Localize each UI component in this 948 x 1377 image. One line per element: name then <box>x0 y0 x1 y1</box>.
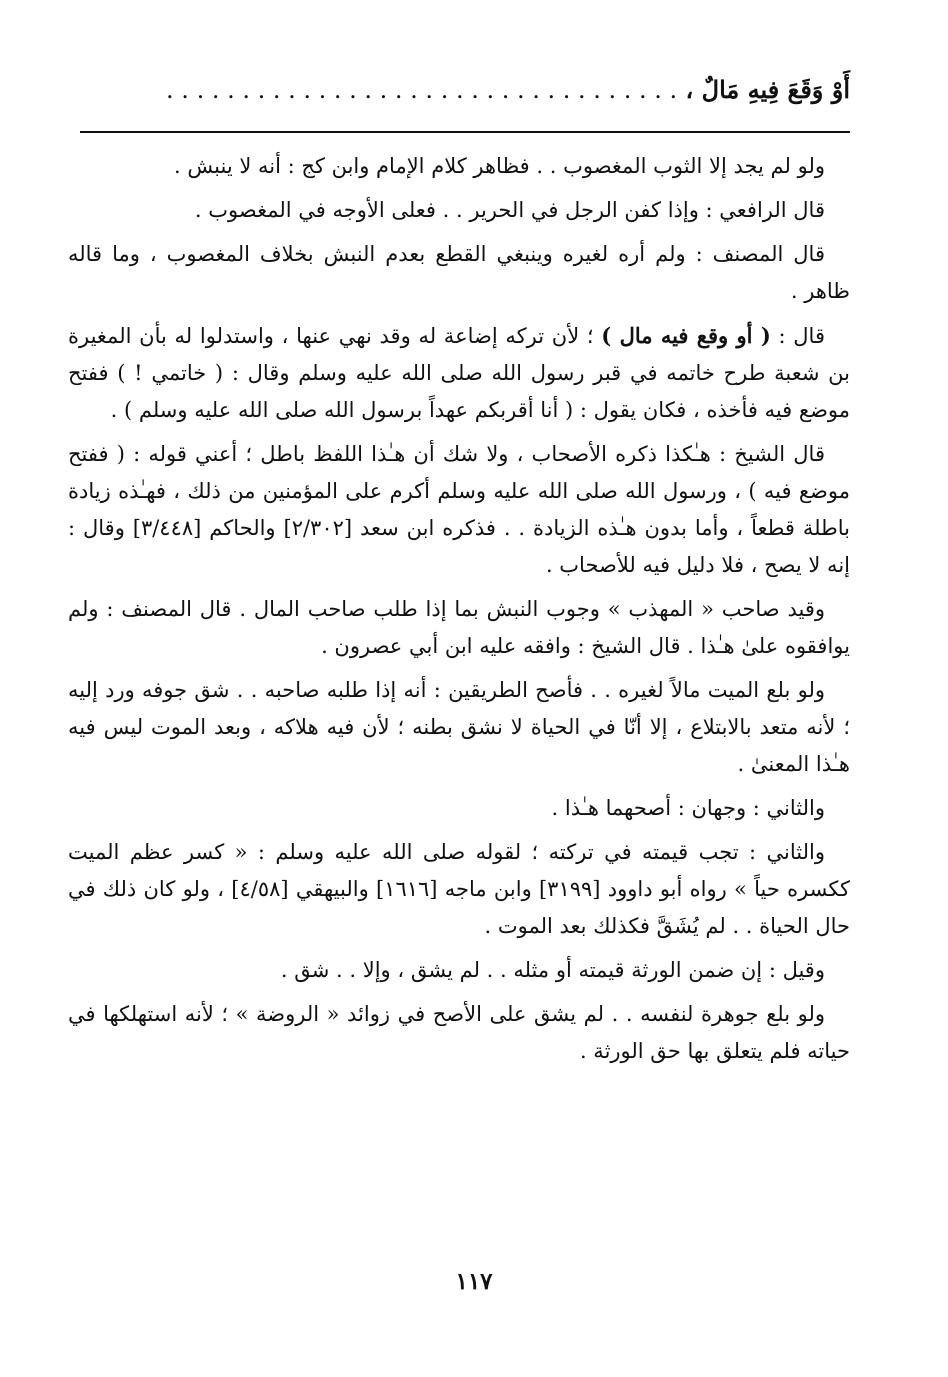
paragraph-1: ولو لم يجد إلا الثوب المغصوب . . فظاهر كلام الإمام وابن كج : أنه لا ينبش . <box>174 154 825 178</box>
paragraph-8: والثاني : وجهان : أصحهما هـٰذا . <box>551 796 825 820</box>
paragraph-7: ولو بلع الميت مالاً لغيره . . فأصح الطريقين : أنه إذا طلبه صاحبه . . شق جوفه ورد إليه ؛ لأنه متعد بالابتلاع ، إلا أنّا في الحياة لا نشق بطنه ؛ لأن فيه هلاكه ، وبعد الموت ليس فيه هـٰذا المعنىٰ . <box>68 678 850 776</box>
quoted-matn: ( أو وقع فيه مال ) <box>601 323 771 348</box>
running-header <box>80 70 850 110</box>
paragraph-5: قال الشيخ : هـٰكذا ذكره الأصحاب ، ولا شك أن هـٰذا اللفظ باطل ؛ أعني قوله : ( ففتح موضع فيه ) ، ورسول الله صلى الله عليه وسلم أكرم على المؤمنين من ذلك ، فهـٰذه زيادة باطلة قطعاً ، وأما بدون هـٰذه الزيادة . . فذكره ابن سعد [٢/٣٠٢] والحاكم [٣/٤٤٨] وقال : إنه لا يصح ، فلا دليل فيه للأصحاب . <box>68 442 850 577</box>
header-title: أَوْ وَقَعَ فِيهِ مَالٌ ، <box>685 75 850 104</box>
header-dots: . . . . . . . . . . . . . . . . . . . . . . . . . . . . . . . . . . <box>166 76 678 104</box>
paragraph-9: والثاني : تجب قيمته في تركته ؛ لقوله صلى الله عليه وسلم : « كسر عظم الميت ككسره حياً » رواه أبو داوود [٣١٩٩] وابن ماجه [١٦١٦] والبيهقي [٤/٥٨] ، ولو كان ذلك في حال الحياة . . لم يُشَقَّ فكذلك بعد الموت . <box>68 840 851 938</box>
paragraph-11: ولو بلع جوهرة لنفسه . . لم يشق على الأصح في زوائد « الروضة » ؛ لأنه استهلكها في حياته فلم يتعلق بها حق الورثة . <box>68 1002 850 1063</box>
paragraph-3: قال المصنف : ولم أره لغيره وينبغي القطع بعدم النبش بخلاف المغصوب ، وما قاله ظاهر . <box>68 242 850 303</box>
paragraph-2: قال الرافعي : وإذا كفن الرجل في الحرير . . فعلى الأوجه في المغصوب . <box>194 198 825 222</box>
quote-rest: ؛ لأن تركه إضاعة له وقد نهي عنها ، واستدلوا له بأن <box>139 324 602 348</box>
header-rule <box>80 131 850 133</box>
paragraph-6: وقيد صاحب « المهذب » وجوب النبش بما إذا طلب صاحب المال . قال المصنف : ولم يوافقوه علىٰ هـٰذا . قال الشيخ : وافقه عليه ابن أبي عصرون . <box>68 597 850 658</box>
page-body <box>68 148 850 1077</box>
page-number: ١١٧ <box>455 1268 493 1295</box>
paragraph-4 <box>68 317 850 429</box>
paragraph-4-continued: المغيرة بن شعبة طرح خاتمه في قبر رسول الله صلى الله عليه وسلم وقال : ( خاتمي ! ) ففتح موضع فيه فأخذه ، فكان يقول : ( أنا أقربكم عهداً برسول الله صلى الله عليه وسلم ) . <box>68 324 850 422</box>
paragraph-10: وقيل : إن ضمن الورثة قيمته أو مثله . . لم يشق ، وإلا . . شق . <box>280 958 825 982</box>
quote-lead: قال : <box>770 324 825 348</box>
